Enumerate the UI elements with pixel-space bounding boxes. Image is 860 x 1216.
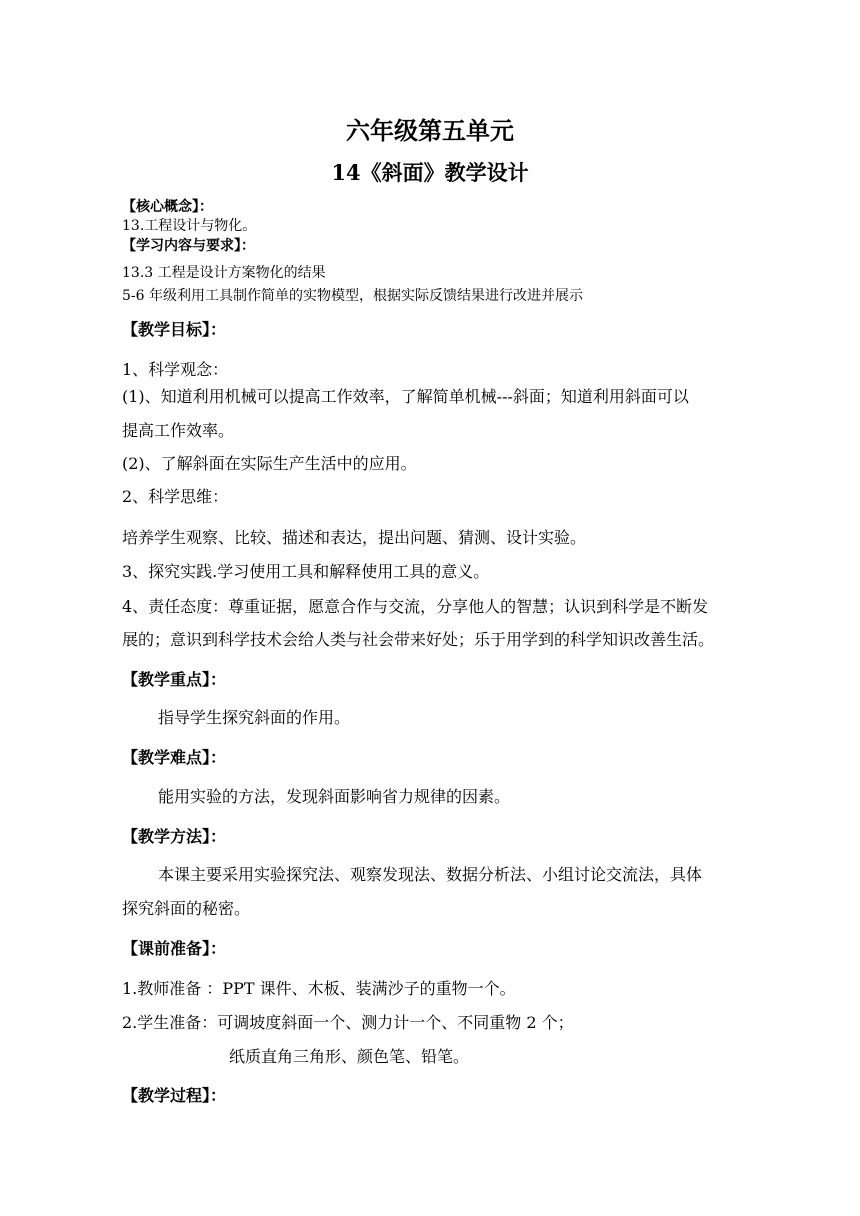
preparation-student-line-1: 2.学生准备：可调坡度斜面一个、测力计一个、不同重物 2 个； bbox=[122, 1013, 574, 1032]
objective-2-text: 培养学生观察、比较、描述和表达，提出问题、猜测、设计实验。 bbox=[122, 528, 587, 547]
page-subtitle: 14《斜面》教学设计 bbox=[331, 160, 529, 185]
objective-3: 3、探究实践.学习使用工具和解释使用工具的意义。 bbox=[122, 562, 490, 581]
methods-line-1: 本课主要采用实验探究法、观察发现法、数据分析法、小组讨论交流法，具体 bbox=[158, 865, 703, 884]
objective-2-title: 2、科学思维： bbox=[122, 487, 229, 506]
learning-content-line-1: 13.3 工程是设计方案物化的结果 bbox=[122, 265, 326, 281]
difficulty-text: 能用实验的方法，发现斜面影响省力规律的因素。 bbox=[158, 787, 511, 806]
preparation-heading: 【课前准备】： bbox=[122, 939, 227, 958]
objective-1-point-2: (2)、了解斜面在实际生产生活中的应用。 bbox=[122, 454, 417, 473]
methods-line-2: 探究斜面的秘密。 bbox=[122, 899, 251, 918]
key-point-heading: 【教学重点】： bbox=[122, 670, 227, 689]
preparation-teacher: 1.教师准备 ：PPT 课件、木板、装满沙子的重物一个。 bbox=[122, 979, 516, 998]
process-heading: 【教学过程】： bbox=[122, 1086, 227, 1105]
page-title: 六年级第五单元 bbox=[346, 116, 514, 145]
objectives-heading: 【教学目标】： bbox=[122, 320, 227, 339]
objective-4-line-2: 展的；意识到科学技术会给人类与社会带来好处；乐于用学到的科学知识改善生活。 bbox=[122, 630, 715, 649]
preparation-student-line-2: 纸质直角三角形、颜色笔、铅笔。 bbox=[229, 1047, 470, 1066]
methods-heading: 【教学方法】： bbox=[122, 827, 227, 846]
key-point-text: 指导学生探究斜面的作用。 bbox=[158, 708, 351, 727]
learning-content-line-2: 5-6 年级利用工具制作简单的实物模型，根据实际反馈结果进行改进并展示 bbox=[122, 288, 583, 304]
core-concept-text: 13.工程设计与物化。 bbox=[122, 218, 257, 234]
difficulty-heading: 【教学难点】： bbox=[122, 748, 227, 767]
learning-content-heading: 【学习内容与要求】： bbox=[122, 238, 255, 254]
objective-1-title: 1、科学观念： bbox=[122, 360, 229, 379]
objective-1-point-1-line-1: (1)、知道利用机械可以提高工作效率，了解简单机械---斜面；知道利用斜面可以 bbox=[122, 387, 689, 406]
core-concept-heading: 【核心概念】： bbox=[122, 199, 213, 215]
objective-1-point-1-line-2: 提高工作效率。 bbox=[122, 421, 235, 440]
objective-4-line-1: 4、责任态度：尊重证据，愿意合作与交流，分享他人的智慧；认识到科学是不断发 bbox=[122, 597, 709, 616]
